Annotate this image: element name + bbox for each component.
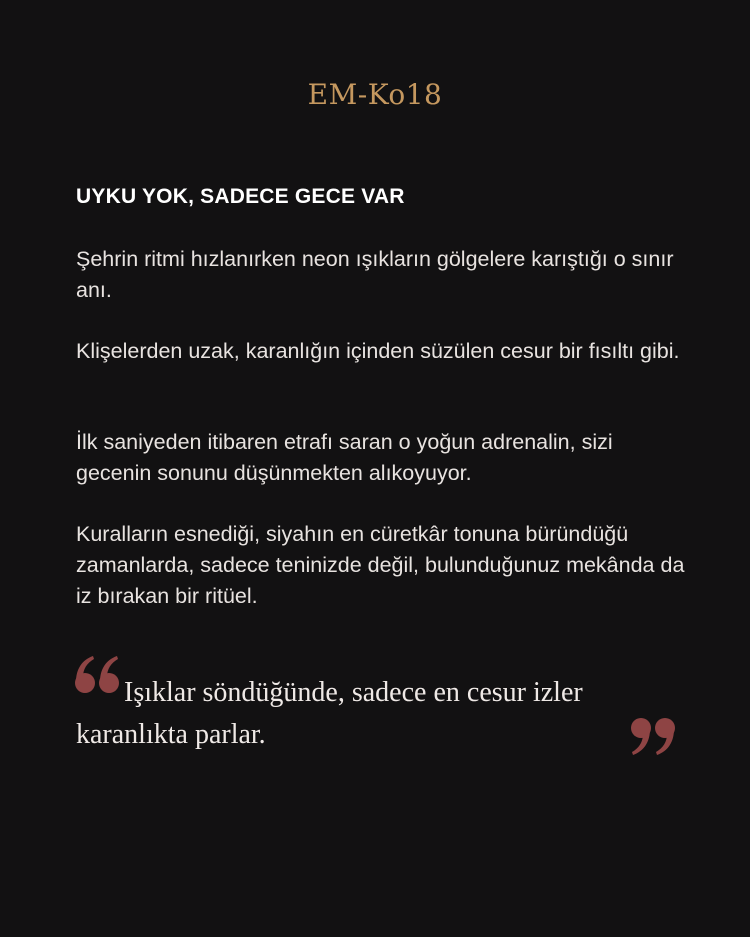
paragraph: İlk saniyeden itibaren etrafı saran o yoğun adrenalin, sizi gecenin sonunu düşünmekten alıkoyuyor.: [76, 430, 613, 485]
close-quote-icon: [630, 716, 676, 756]
paragraph: Şehrin ritmi hızlanırken neon ışıkların gölgelere karıştığı o sınır anı.: [76, 247, 674, 302]
quote-text: Işıklar söndüğünde, sadece en cesur izler karanlıkta parlar.: [76, 677, 583, 750]
paragraph: Kuralların esnediği, siyahın en cüretkâr tonuna büründüğü zamanlarda, sadece teninizde değil, bulunduğunuz mekânda da iz bırakan bir ritüel.: [76, 522, 685, 608]
section-heading: UYKU YOK, SADECE GECE VAR: [76, 185, 405, 208]
paragraph: Klişelerden uzak, karanlığın içinden süzülen cesur bir fısıltı gibi.: [76, 339, 680, 363]
product-code: EM-Ko18: [307, 78, 443, 111]
